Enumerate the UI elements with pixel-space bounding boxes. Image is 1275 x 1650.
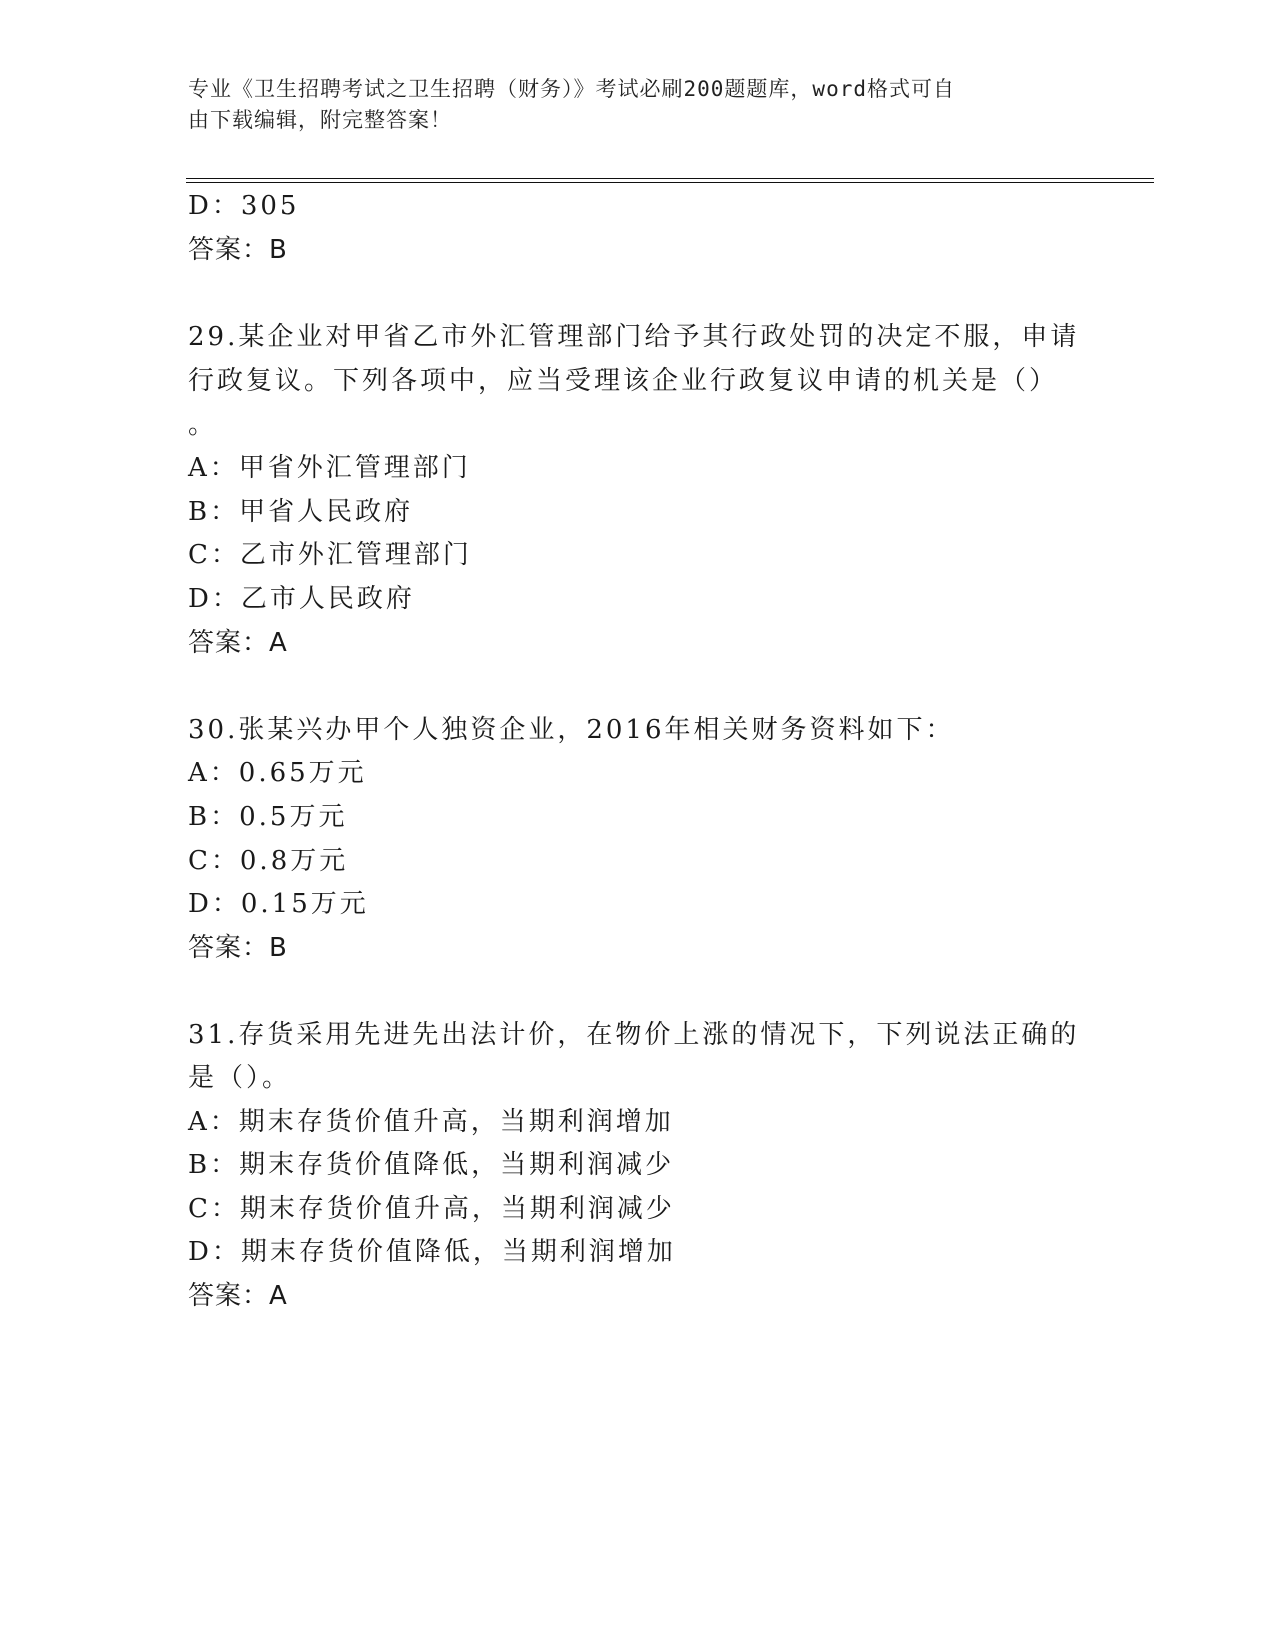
header-divider xyxy=(186,178,1154,179)
question-text: 29.某企业对甲省乙市外汇管理部门给予其行政处罚的决定不服，申请 xyxy=(188,322,1080,352)
answer-line: 答案：B xyxy=(188,933,288,963)
option-line: D：305 xyxy=(188,191,300,221)
question-text: 31.存货采用先进先出法计价，在物价上涨的情况下，下列说法正确的 xyxy=(188,1020,1080,1050)
document-header xyxy=(188,74,1068,136)
option-line: C：乙市外汇管理部门 xyxy=(188,540,472,570)
option-line: B：0.5万元 xyxy=(188,802,348,832)
answer-line: 答案：B xyxy=(188,235,288,265)
answer-line: 答案：A xyxy=(188,1281,288,1311)
question-text: 行政复议。下列各项中，应当受理该企业行政复议申请的机关是（） xyxy=(188,366,1059,396)
option-line: A：期末存货价值升高，当期利润增加 xyxy=(188,1107,674,1137)
option-line: A：甲省外汇管理部门 xyxy=(188,453,471,483)
answer-line: 答案：A xyxy=(188,628,288,658)
option-line: D：乙市人民政府 xyxy=(188,584,415,614)
option-line: D：期末存货价值降低，当期利润增加 xyxy=(188,1237,676,1267)
option-line: B：期末存货价值降低，当期利润减少 xyxy=(188,1150,675,1180)
option-line: B：甲省人民政府 xyxy=(188,497,414,527)
question-text: 。 xyxy=(188,410,218,440)
option-line: C：0.8万元 xyxy=(188,846,349,876)
header-line: 专业《卫生招聘考试之卫生招聘（财务）》考试必刷200题题库，word格式可自 xyxy=(188,77,955,101)
option-line: D：0.15万元 xyxy=(188,889,369,919)
header-line: 由下载编辑，附完整答案！ xyxy=(188,108,452,132)
question-text: 是（）。 xyxy=(188,1063,292,1093)
option-line: C：期末存货价值升高，当期利润减少 xyxy=(188,1194,675,1224)
header-divider xyxy=(186,182,1154,183)
question-text: 30.张某兴办甲个人独资企业，2016年相关财务资料如下： xyxy=(188,715,955,745)
option-line: A：0.65万元 xyxy=(188,758,367,788)
